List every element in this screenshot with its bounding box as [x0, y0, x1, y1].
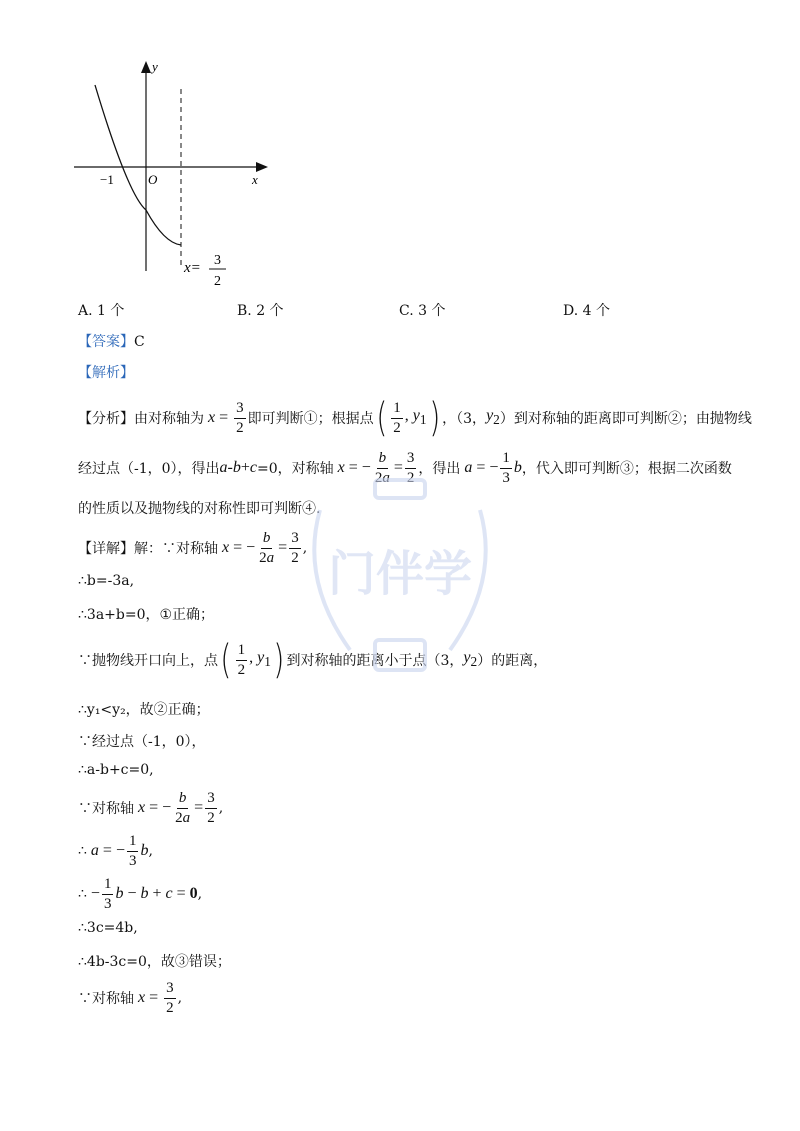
analysis-tag: 【解析】 [78, 365, 134, 381]
xiangjie-text-1: 解：∵对称轴 [134, 541, 218, 557]
y-axis-arrow [141, 61, 151, 73]
step-12: ∵对称轴 x = $\frac{3}{2}$ , [78, 980, 183, 1016]
step-7: ∵对称轴 x = − $\frac{b}{2a}$ = $\frac{3}{2}$ , [78, 790, 224, 826]
option-b: B. 2 个 [237, 303, 284, 319]
step-8: ∴ a = − $\frac{1}{3}$ b , [78, 833, 153, 869]
fenxi-text-1: 由对称轴为 [134, 411, 204, 427]
step-7-text: ∵对称轴 [78, 801, 134, 817]
step-4: ∴y₁<y₂，故②正确； [78, 702, 210, 718]
fenxi-text-3: ，（3， [442, 411, 487, 427]
step-3b: 到对称轴的距离小于点（3， [286, 653, 464, 669]
axis-equation-prefix: x= [184, 260, 201, 276]
fenxi-text-4: ）到对称轴的距离即可判断②；由抛物线 [499, 411, 752, 427]
step-3: ∵抛物线开口向上，点 ( $\frac{1}{2}$ , $y_1$ ) 到对称轴的距离小于点（3， $y_2$ ）的距离， [78, 637, 548, 683]
step-2: ∴3a+b=0，①正确； [78, 607, 215, 623]
fraction-3-2: $\frac{3}{2}$ [236, 400, 244, 436]
fenxi-text-6: =0，对称轴 [257, 461, 334, 477]
fenxi-text-8: ，代入即可判断③；根据二次函数 [521, 461, 732, 477]
step-12-text: ∵对称轴 [78, 991, 134, 1007]
watermark-logo [280, 470, 520, 690]
step-3a: ∵抛物线开口向上，点 [78, 653, 218, 669]
origin-label: O [148, 172, 158, 187]
parabola-graph [68, 55, 278, 295]
xiangjie-tag: 【详解】 [78, 541, 134, 557]
fenxi-math-x-eq: x = [208, 409, 233, 426]
fraction-1-3: $\frac{1}{3}$ [502, 450, 510, 486]
fenxi-axis-formula: x = − [337, 459, 371, 476]
parabola-curve [95, 85, 181, 245]
xiangjie-line: 【详解】 解：∵对称轴 x = − $\frac{b}{2a}$ = $\frac{3}{2}$ , [78, 530, 308, 566]
step-6: ∴a-b+c=0, [78, 762, 154, 778]
option-a: A. 1 个 [78, 303, 125, 319]
fenxi-y2: $y_2$ [486, 407, 500, 428]
point-half-y1: ( $\frac{1}{2}$ , $y_1$ ) [375, 395, 440, 441]
neg-one-label: −1 [100, 172, 114, 187]
fraction-b-2a: $\frac{b}{2a}$ [374, 450, 390, 486]
step-5: ∵经过点（-1，0）， [78, 734, 206, 750]
y-axis-label: y [152, 59, 158, 74]
step-11: ∴4b-3c=0，故③错误； [78, 954, 231, 970]
x-axis-arrow [256, 162, 268, 172]
fenxi-text-2: 即可判断①；根据点 [247, 411, 374, 427]
axis-equation-num: 3 [214, 253, 221, 268]
fenxi-text-5: 经过点（-1，0），得出 [78, 461, 220, 477]
answer-line [78, 331, 145, 351]
fenxi-text-7: ，得出 [418, 461, 461, 477]
answer-value: C [134, 334, 145, 350]
step-3c: ）的距离， [477, 653, 548, 669]
fraction-3-2-b: $\frac{3}{2}$ [406, 450, 415, 486]
option-c: C. 3 个 [399, 303, 446, 319]
fenxi-abc: a-b+c [219, 459, 258, 476]
step-10: ∴3c=4b, [78, 920, 138, 936]
watermark-text: 门伴学 [327, 546, 473, 602]
fenxi-a-eq: a = − [464, 459, 499, 476]
axis-equation-den: 2 [214, 274, 221, 289]
x-axis-label: x [252, 172, 258, 187]
fenxi-tag: 【分析】 [78, 411, 134, 427]
step-8-text: ∴ [78, 843, 87, 859]
fenxi-line-2: 经过点（-1，0），得出 a-b+c =0，对称轴 x = − $\frac{b}{2a}$ = $\frac{3}{2}$ ，得出 a = − $\frac{1}{3}$ b ，代入即可判断③；根据二次函数 [78, 450, 732, 486]
step-9-text: ∴ [78, 886, 87, 902]
fenxi-text-9: 的性质以及抛物线的对称性即可判断④. [78, 501, 321, 517]
step-1: ∴b=-3a, [78, 573, 135, 589]
fenxi-line-1 [78, 395, 752, 441]
option-d: D. 4 个 [563, 303, 610, 319]
step-9: ∴ − $\frac{1}{3}$ b − b + c = 0 , [78, 876, 203, 912]
answer-tag: 【答案】 [78, 334, 134, 350]
